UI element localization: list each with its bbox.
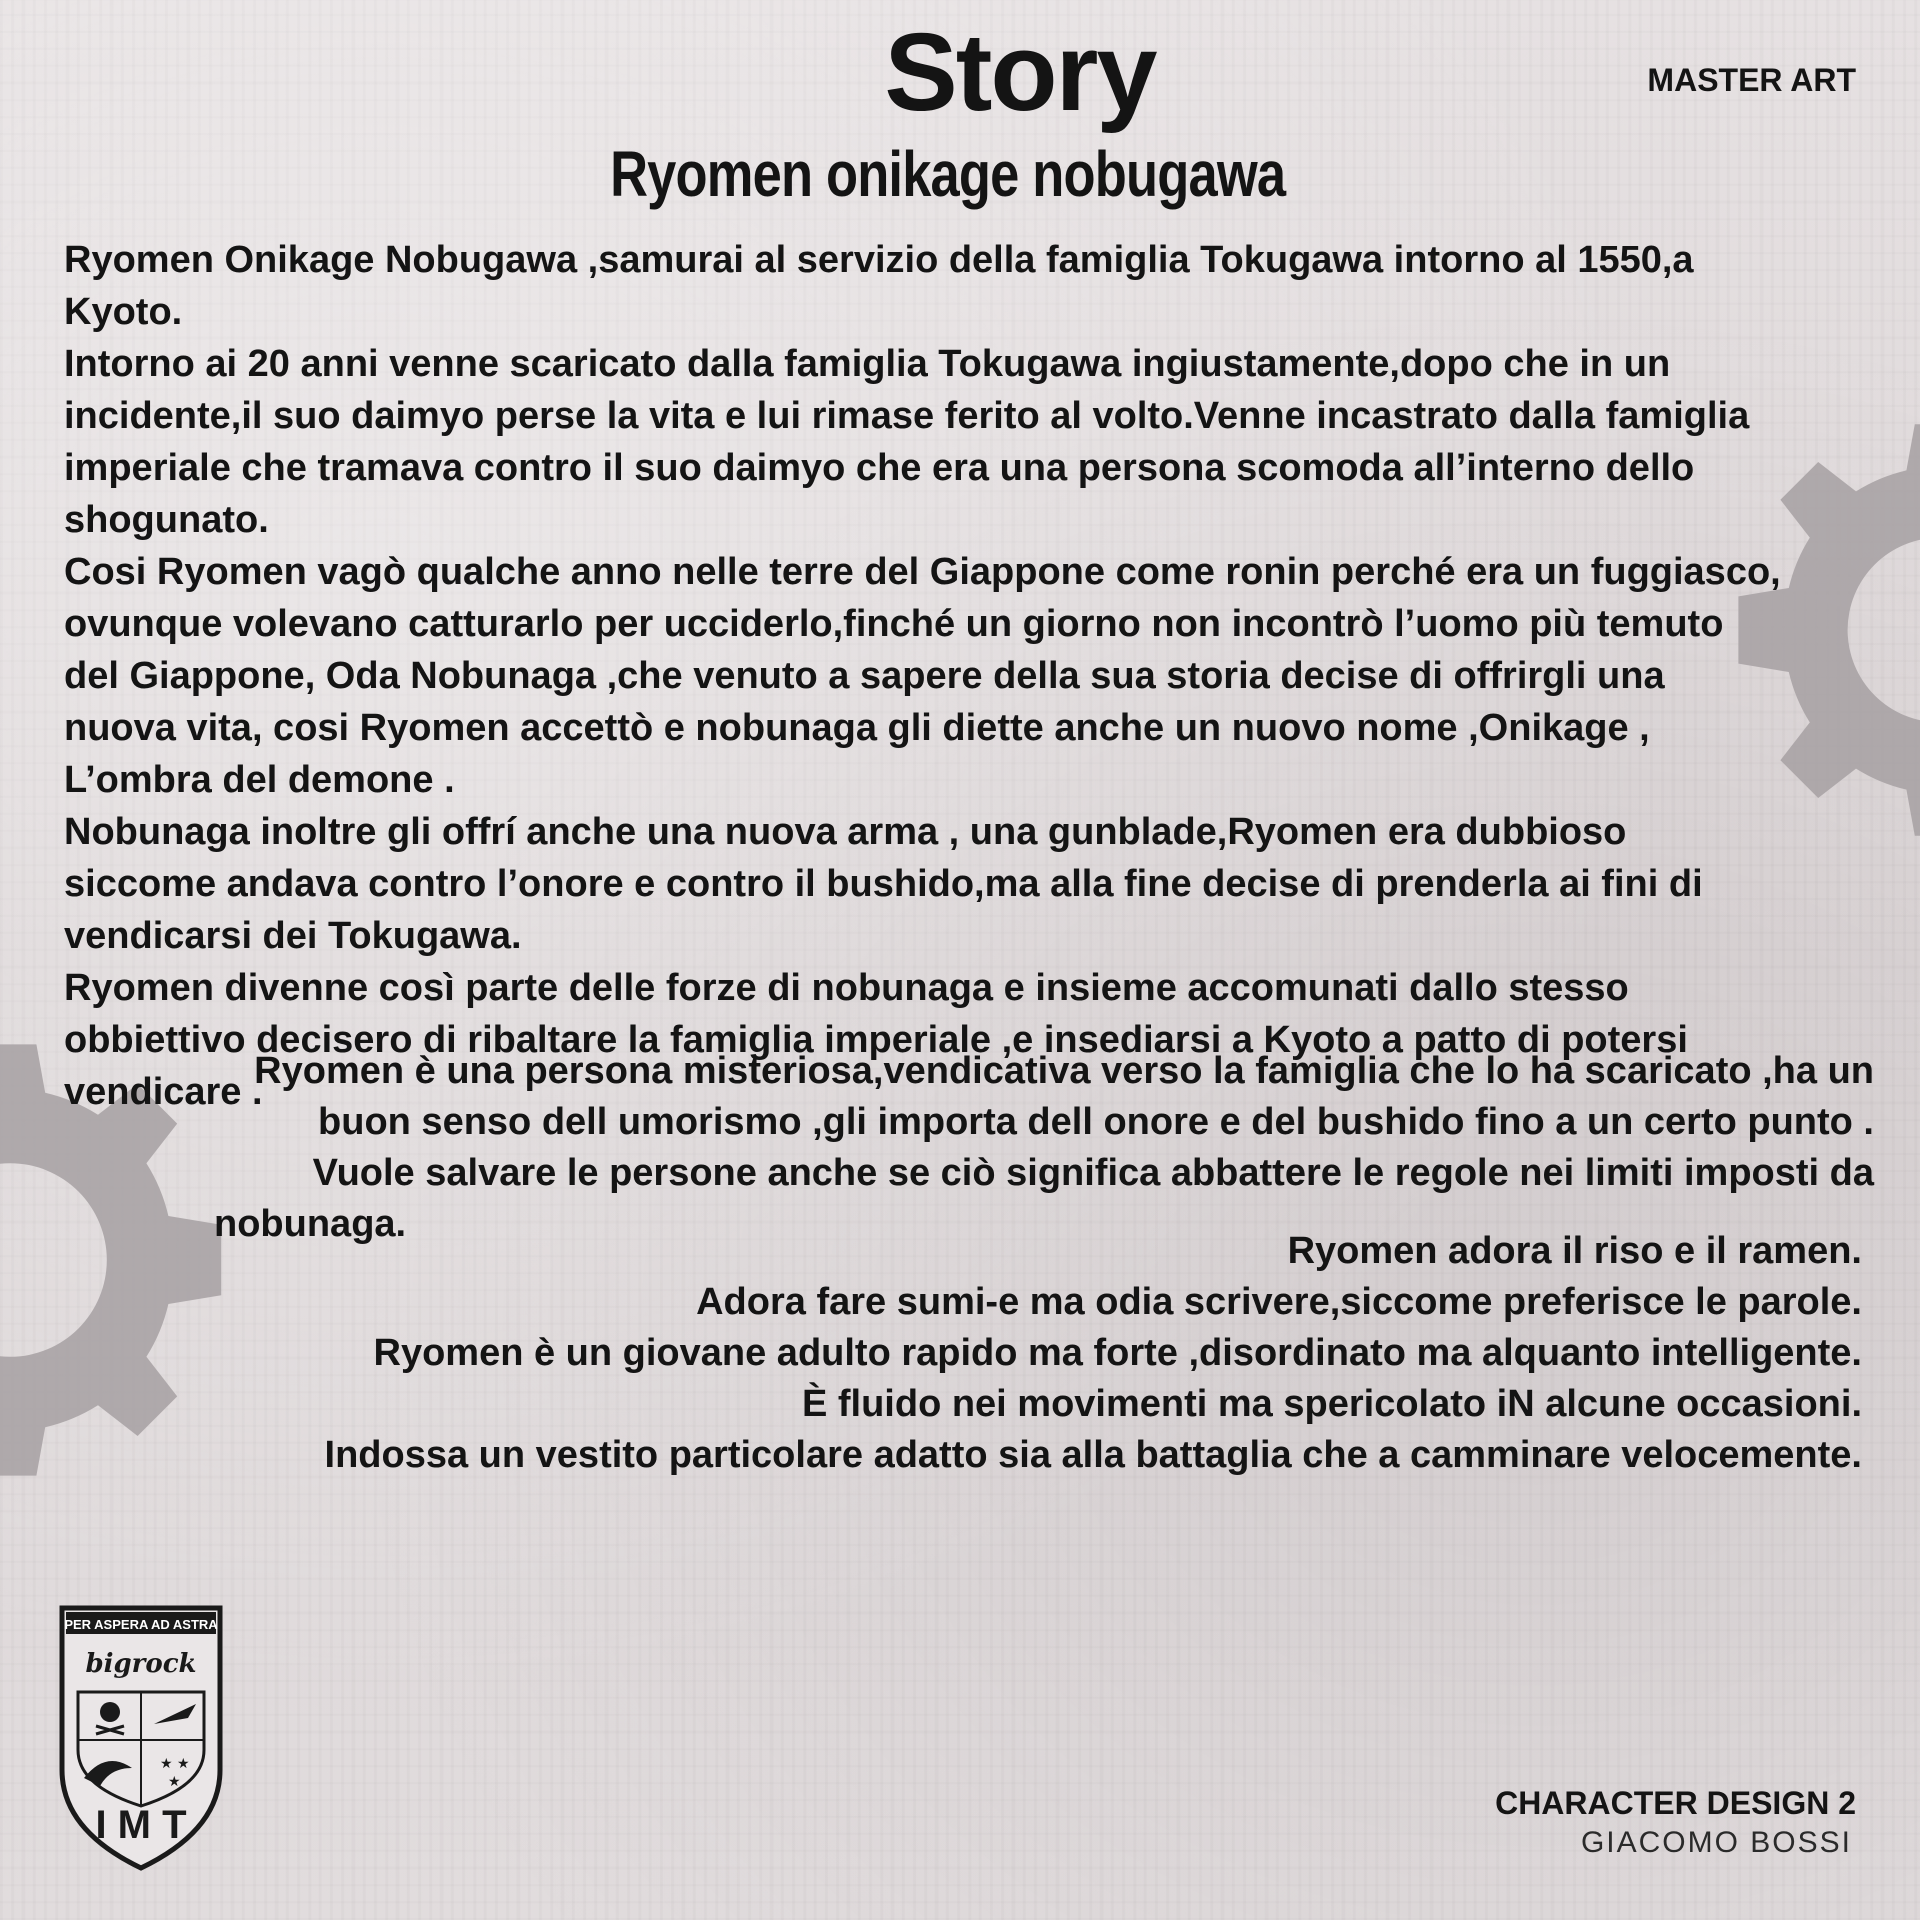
description-traits bbox=[178, 1226, 1874, 1481]
story-paragraph: Ryomen Onikage Nobugawa ,samurai al servizio della famiglia Tokugawa intorno al 1550,a Kyoto. bbox=[64, 239, 1694, 333]
description-line: Ryomen adora il riso e il ramen. bbox=[1287, 1230, 1862, 1272]
author-name: GIACOMO BOSSI bbox=[1580, 1826, 1852, 1859]
story-paragraph: Nobunaga inoltre gli offrí anche una nuova arma , una gunblade,Ryomen era dubbioso siccome andava contro l’onore e contro il bushido,ma alla fine decise di prenderla ai fini di vendicarsi dei Tokugawa. bbox=[64, 811, 1703, 957]
master-art-label: MASTER ART bbox=[1647, 62, 1856, 98]
crest-initials: I M T bbox=[95, 1803, 187, 1847]
svg-text:★ ★: ★ ★ bbox=[160, 1756, 190, 1772]
description-line: Vuole salvare le persone anche se ciò significa abbattere le regole nei limiti imposti da bbox=[312, 1152, 1874, 1194]
page-title: Story bbox=[884, 11, 1156, 134]
description-line: È fluido nei movimenti ma spericolato iN alcune occasioni. bbox=[801, 1383, 1862, 1425]
crest-brand: bigrock bbox=[85, 1649, 197, 1679]
course-label: CHARACTER DESIGN 2 bbox=[1495, 1785, 1856, 1821]
description-line: Adora fare sumi-e ma odia scrivere,siccome preferisce le parole. bbox=[696, 1281, 1862, 1323]
description-line: nobunaga. bbox=[214, 1203, 407, 1245]
description-line: Ryomen è un giovane adulto rapido ma forte ,disordinato ma alquanto intelligente. bbox=[373, 1332, 1862, 1374]
description-line: Ryomen è una persona misteriosa,vendicativa verso la famiglia che lo ha scaricato ,ha un bbox=[254, 1050, 1874, 1092]
svg-text:★: ★ bbox=[168, 1774, 181, 1790]
story-paragraph: Ryomen divenne così parte delle forze di nobunaga e insieme accomunati dallo stesso obbiettivo decisero di ribaltare la famiglia imperiale ,e insediarsi a Kyoto a patto di potersi vendicare . bbox=[64, 967, 1688, 1113]
story-paragraph: Intorno ai 20 anni venne scaricato dalla famiglia Tokugawa ingiustamente,dopo che in un incidente,il suo daimyo perse la vita e lui rimase ferito al volto.Venne incastrato dalla famiglia imperiale che tramava contro il suo daimyo che era una persona scomoda all’interno dello shogunato. bbox=[64, 343, 1750, 541]
crest-motto: PER ASPERA AD ASTRA bbox=[64, 1617, 218, 1632]
page-subtitle: Ryomen onikage nobugawa bbox=[610, 138, 1286, 210]
story-text bbox=[64, 234, 1784, 1118]
character-description bbox=[178, 1046, 1874, 1481]
description-line: Indossa un vestito particolare adatto sia alla battaglia che a camminare velocemente. bbox=[324, 1434, 1862, 1476]
description-line: buon senso dell umorismo ,gli importa dell onore e del bushido fino a un certo punto . bbox=[318, 1101, 1874, 1143]
crest-logo bbox=[56, 1600, 226, 1872]
skull-icon bbox=[100, 1702, 120, 1722]
story-paragraph: Cosi Ryomen vagò qualche anno nelle terre del Giappone come ronin perché era un fuggiasco, ovunque volevano catturarlo per ucciderlo,finché un giorno non incontrò l’uomo più temuto del Giappone, Oda Nobunaga ,che venuto a sapere della sua storia decise di offrirgli una nuova vita, cosi Ryomen accettò e nobunaga gli diette anche un nuovo nome ,Onikage , L’ombra del demone . bbox=[64, 551, 1781, 801]
